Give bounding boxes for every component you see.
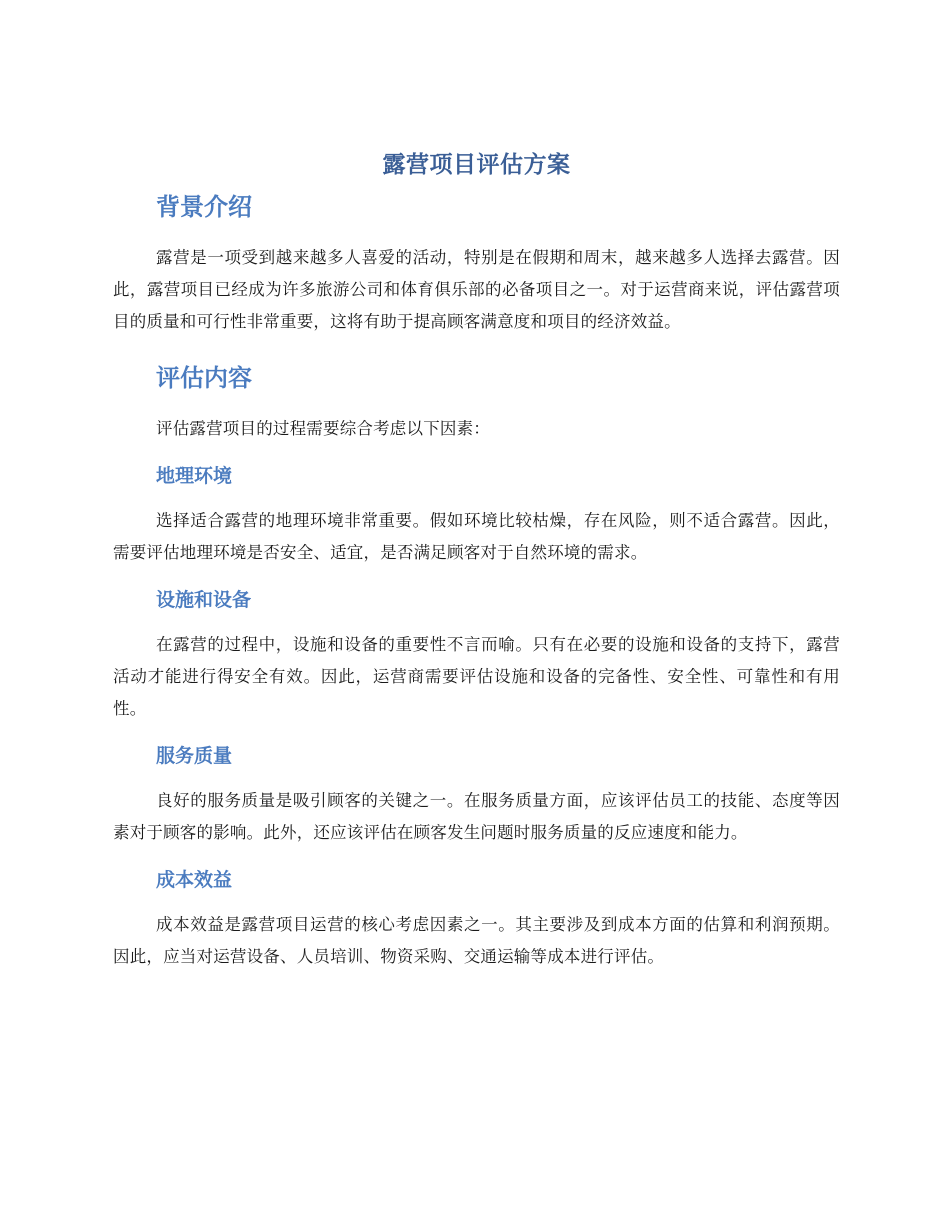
section-heading-evaluation: 评估内容 <box>156 364 252 392</box>
subsection-paragraph-geography: 选择适合露营的地理环境非常重要。假如环境比较枯燥，存在风险，则不适合露营。因此，需要评估地理环境是否安全、适宜，是否满足顾客对于自然环境的需求。 <box>113 511 840 562</box>
subsection-heading-service: 服务质量 <box>156 745 233 767</box>
subsection-heading-geography: 地理环境 <box>156 465 233 487</box>
subsection-paragraph-service: 良好的服务质量是吸引顾客的关键之一。在服务质量方面，应该评估员工的技能、态度等因素对于顾客的影响。此外，还应该评估在顾客发生问题时服务质量的反应速度和能力。 <box>113 791 840 842</box>
subsection-heading-cost: 成本效益 <box>156 869 233 891</box>
subsection-paragraph-cost: 成本效益是露营项目运营的核心考虑因素之一。其主要涉及到成本方面的估算和利润预期。因此，应当对运营设备、人员培训、物资采购、交通运输等成本进行评估。 <box>113 915 840 966</box>
subsection-heading-facilities: 设施和设备 <box>156 589 252 611</box>
document-title: 露营项目评估方案 <box>382 152 571 178</box>
document-body <box>113 143 840 973</box>
section-paragraph-background: 露营是一项受到越来越多人喜爱的活动，特别是在假期和周末，越来越多人选择去露营。因此，露营项目已经成为许多旅游公司和体育俱乐部的必备项目之一。对于运营商来说，评估露营项目的质量和可行性非常重要，这将有助于提高顾客满意度和项目的经济效益。 <box>113 248 840 331</box>
section-paragraph-evaluation: 评估露营项目的过程需要综合考虑以下因素： <box>156 419 490 438</box>
subsection-paragraph-facilities: 在露营的过程中，设施和设备的重要性不言而喻。只有在必要的设施和设备的支持下，露营活动才能进行得安全有效。因此，运营商需要评估设施和设备的完备性、安全性、可靠性和有用性。 <box>113 635 840 718</box>
section-heading-background: 背景介绍 <box>156 193 252 221</box>
